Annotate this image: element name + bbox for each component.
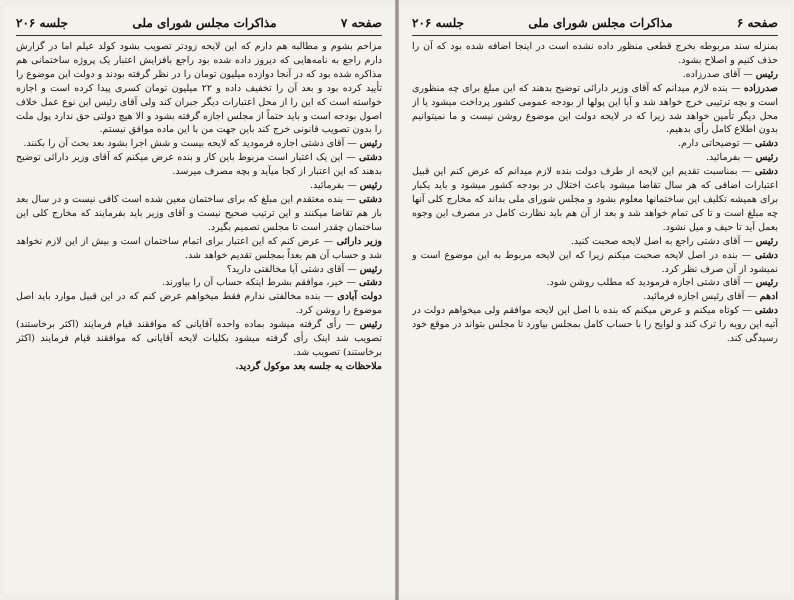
left-page-title: مذاکرات مجلس شورای ملی [132, 16, 277, 30]
speaker-name: دشتی [359, 277, 382, 289]
paragraph: دشتی — بنده معتقدم این مبلغ که برای ساختمان معین شده است کافی نیست و در سال بعد باز هم تقاضا میکنند و این ترتیب صحیح نیست و آقای وزیر باید بفرمایند که مخارج کلی این ساختمان چقدر است تا مجلس تصمیم بگیرد. [16, 193, 382, 233]
speaker-name: دشتی [755, 138, 778, 150]
paragraph: وزیر دارائی — عرض کنم که این اعتبار برای اتمام ساختمان است و بیش از این لازم نخواهد شد و حساب آن هم بعداً بمجلس تقدیم خواهد شد. [16, 235, 382, 261]
paragraph: دشتی — کوتاه میکنم و عرض میکنم که بنده با اصل این لایحه موافقم ولی میخواهم دولت در آتیه این رویه را ترک کند و لوایح را با حساب کامل بمجلس بیاورد تا مجلس بتواند در موقع خود رسیدگی کند. [412, 305, 778, 345]
speaker-name: دشتی [359, 193, 382, 205]
right-page-number: صفحه ۶ [736, 16, 778, 30]
paragraph [412, 40, 778, 68]
left-page-body [16, 40, 382, 590]
paragraph-text: آقای رئیس اجازه فرمائید. [643, 291, 745, 303]
left-page-session: جلسه ۲۰۶ [16, 16, 69, 30]
paragraph: رئیس — بفرمائید. [310, 180, 382, 192]
paragraph-text: بنده در اصل لایحه صحبت میکنم زیرا که این لایحه مربوط به این موضوع است و نمیشود از آن صرف نظر کرد. [412, 249, 778, 275]
right-page-session: جلسه ۲۰۶ [412, 16, 465, 30]
speaker-name: رئیس [755, 277, 778, 289]
right-page [400, 6, 790, 594]
paragraph-text: کوتاه میکنم و عرض میکنم که بنده با اصل این لایحه موافقم ولی میخواهم دولت در آتیه این رویه را ترک کند و لوایح را با حساب کامل بمجلس بیاورد تا مجلس بتواند در موقع خود رسیدگی کند. [412, 305, 778, 345]
paragraph-text: آقای دشتی راجع به اصل لایحه صحبت کنید. [570, 235, 741, 247]
speaker-name: رئیس [755, 68, 778, 80]
speaker-name: رئیس [359, 138, 382, 150]
paragraph: دشتی — توضیحاتی دارم. [678, 138, 778, 150]
paragraph-text: رأی گرفته میشود بماده واحده آقایانی که موافقند قیام فرمایند (اکثر برخاستند) تصویب شد اینک رأی گرفته میشود بکلیات لایحه آقایانی که موافقند قیام فرمایند (اکثر برخاستند) تصویب شد. [16, 319, 382, 358]
paragraph-text: آقای دشتی اجازه فرمودید که لایحه بیست و شش اجرا بشود بعد بحث آن را بکنند. [23, 138, 345, 150]
paragraph-text: عرض کنم که این اعتبار برای اتمام ساختمان است و بیش از این لازم نخواهد شد و حساب آن هم بعداً بمجلس تقدیم خواهد شد. [16, 235, 382, 261]
left-page [4, 6, 394, 594]
speaker-name: دولت آبادی [337, 291, 382, 303]
paragraph: رئیس — آقای دشتی اجازه فرمودید که لایحه بیست و شش اجرا بشود بعد بحث آن را بکنند. [23, 138, 382, 150]
paragraph: دشتی — این یک اعتبار است مربوط باین کار و بنده عرض میکنم که آقای وزیر دارائی توضیح بدهند که این اعتبار از کجا میآید و بچه مصرف میرسد. [16, 152, 382, 178]
speaker-name: رئیس [359, 319, 382, 331]
speaker-name: ادهم [759, 291, 778, 303]
speaker-name: دشتی [359, 152, 382, 164]
speaker-name: دشتی [755, 249, 778, 261]
paragraph [16, 40, 382, 137]
paragraph: دولت آبادی — بنده مخالفتی ندارم فقط میخواهم عرض کنم که در این قبیل موارد باید اصل موضوع را روشن کرد. [16, 291, 382, 317]
paragraph-text: بمناسبت تقدیم این لایحه از طرف دولت بنده لازم میدانم که عرض کنم این قبیل اعتبارات اضافی که هر سال تقاضا میشود باعث اختلال در بودجه کشور میشود و باید یکبار برای همیشه تکلیف این ساختمانها معلوم بشود و مجلس شورای ملی بداند که مخارج کلی آنها چه مبلغ است و تا کی تمام خواهد شد و بعد از آن هم باید نظارت کامل در مصرف این وجوه بعمل آید تا حیف و میل نشود. [412, 166, 778, 233]
paragraph-text: آقای صدرزاده. [682, 68, 741, 80]
paragraph: دشتی — خیر، موافقم بشرط اینکه حساب آن را بیاورند. [162, 277, 382, 289]
paragraph-text: بمنزله سند مربوطه بخرج قطعی منظور داده نشده است در اینجا اضافه شده بود که آن را حذف کنیم و اصلاح بشود. [412, 41, 778, 66]
paragraph: صدرزاده — بنده لازم میدانم که آقای وزیر دارائی توضیح بدهند که این مبلغ برای چه منظوری است و بچه ترتیبی خرج خواهد شد و آیا این پولها از بودجه عمومی کشور پرداخت میشود یا از محل دیگر تأمین خواهد شد زیرا که در لایحه دولت این موضوع روشن نیست و ما نمیتوانیم بدون اطلاع کامل رأی بدهیم. [412, 82, 778, 136]
book-gutter [395, 0, 399, 600]
speaker-name: دشتی [755, 305, 778, 317]
paragraph-text: بنده مخالفتی ندارم فقط میخواهم عرض کنم که در این قبیل موارد باید اصل موضوع را روشن کرد. [16, 291, 382, 317]
paragraph-text: بفرمائید. [310, 180, 345, 192]
paragraph-text: بنده لازم میدانم که آقای وزیر دارائی توضیح بدهند که این مبلغ برای چه منظوری است و بچه ترتیبی خرج خواهد شد و آیا این پولها از بودجه عمومی کشور پرداخت میشود یا از محل دیگر تأمین خواهد شد زیرا که در لایحه دولت این موضوع روشن نیست و ما نمیتوانیم بدون اطلاع کامل رأی بدهیم. [412, 82, 778, 136]
paragraph-text: آقای دشتی اجازه فرمودید که مطلب روشن شود. [546, 277, 741, 289]
right-page-title: مذاکرات مجلس شورای ملی [528, 16, 673, 30]
left-page-header [16, 14, 382, 36]
paragraph: دشتی — بمناسبت تقدیم این لایحه از طرف دولت بنده لازم میدانم که عرض کنم این قبیل اعتبارات اضافی که هر سال تقاضا میشود باعث اختلال در بودجه کشور میشود و باید یکبار برای همیشه تکلیف این ساختمانها معلوم بشود و مجلس شورای ملی بداند که مخارج کلی آنها چه مبلغ است و تا کی تمام خواهد شد و بعد از آن هم باید نظارت کامل در مصرف این وجوه بعمل آید تا حیف و میل نشود. [412, 166, 778, 233]
footnote: ملاحظات به جلسه بعد موکول گردید. [235, 360, 382, 372]
speaker-name: دشتی [755, 166, 778, 178]
right-page-header [412, 14, 778, 36]
paragraph: ادهم — آقای رئیس اجازه فرمائید. [643, 291, 778, 303]
left-page-number: صفحه ۷ [340, 16, 382, 30]
paragraph: رئیس — آقای صدرزاده. [682, 68, 778, 80]
speaker-name: رئیس [755, 235, 778, 247]
right-page-body [412, 40, 778, 590]
paragraph-text: خیر، موافقم بشرط اینکه حساب آن را بیاورند. [162, 277, 344, 289]
speaker-name: رئیس [359, 180, 382, 192]
paragraph: رئیس — بفرمائید. [706, 152, 778, 164]
paragraph-text: مزاحم بشوم و مطالبه هم دارم که این لایحه زودتر تصویب بشود کولد عیلم اما در گزارش دارم راجع به نامه‌هایی که دیروز داده شده بود راجع بافزایش اعتبار یک پروژه ساختمانی هم مذاکره شده بود که در آنجا دوازده میلیون تومان را در نظر گرفته بودند و دولت این موضوع را تأیید کرده بود و بعد آن را تخفیف داده و ۲۲ میلیون تومان کسری پیدا کرده است و اجازه خواسته است که این را از محل اعتبارات دیگر جبران کند ولی آقای رئیس این نوع عمل خلاف اصول بودجه است و باید حتماً از مجلس اجازه گرفته بشود و الا هیچ دولتی حق ندارد پول ملت را بدون تصویب قانونی خرج کند باین جهت من با این ماده موافق نیستم. [16, 41, 382, 136]
speaker-name: رئیس [359, 263, 382, 275]
paragraph-text: بنده معتقدم این مبلغ که برای ساختمان معین شده است کافی نیست و در سال بعد باز هم تقاضا میکنند و این ترتیب صحیح نیست و آقای وزیر باید بفرمایند که مخارج کلی این ساختمان چقدر است تا مجلس تصمیم بگیرد. [16, 193, 382, 233]
speaker-name: وزیر دارائی [336, 235, 382, 247]
paragraph: رئیس — آقای دشتی راجع به اصل لایحه صحبت کنید. [570, 235, 778, 247]
paragraph-text: آقای دشتی آیا مخالفتی دارید؟ [226, 263, 345, 275]
paragraph-text: توضیحاتی دارم. [678, 138, 740, 150]
paragraph-text: این یک اعتبار است مربوط باین کار و بنده عرض میکنم که آقای وزیر دارائی توضیح بدهند که این اعتبار از کجا میآید و بچه مصرف میرسد. [16, 152, 382, 178]
paragraph: دشتی — بنده در اصل لایحه صحبت میکنم زیرا که این لایحه مربوط به این موضوع است و نمیشود از آن صرف نظر کرد. [412, 249, 778, 275]
speaker-name: رئیس [755, 152, 778, 164]
speaker-name: صدرزاده [743, 82, 778, 94]
paragraph: رئیس — رأی گرفته میشود بماده واحده آقایانی که موافقند قیام فرمایند (اکثر برخاستند) تصویب شد اینک رأی گرفته میشود بکلیات لایحه آقایانی که موافقند قیام فرمایند (اکثر برخاستند) تصویب شد. [16, 319, 382, 358]
paragraph: رئیس — آقای دشتی آیا مخالفتی دارید؟ [226, 263, 382, 275]
paragraph-text: بفرمائید. [706, 152, 741, 164]
paragraph: رئیس — آقای دشتی اجازه فرمودید که مطلب روشن شود. [546, 277, 778, 289]
